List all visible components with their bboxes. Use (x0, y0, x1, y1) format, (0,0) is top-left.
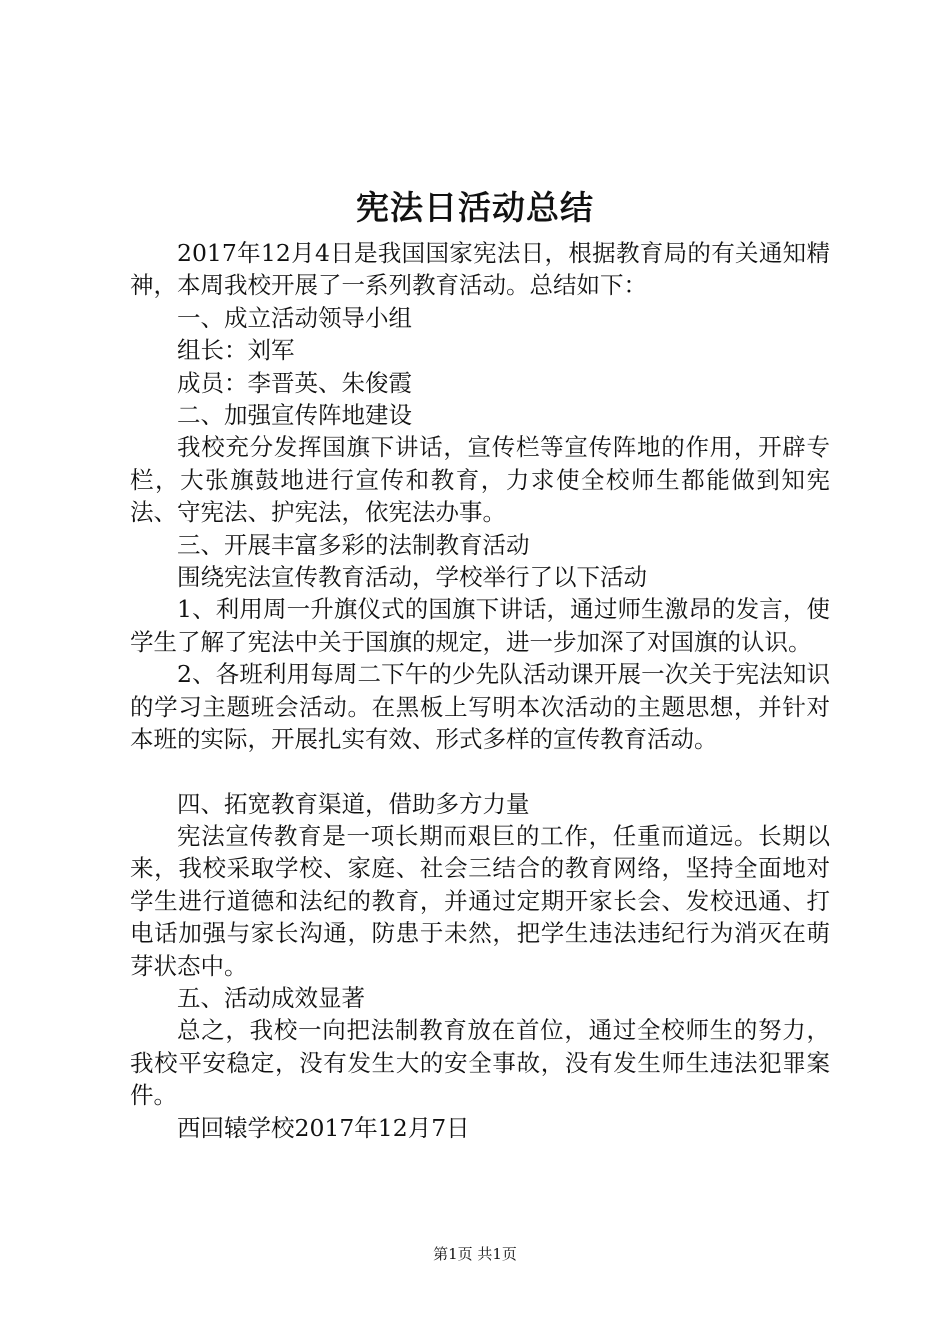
channels-paragraph: 宪法宣传教育是一项长期而艰巨的工作，任重而道远。长期以来，我校采取学校、家庭、社会三结合的教育网络，坚持全面地对学生进行道德和法纪的教育，并通过定期开家长会、发校迅通、打电话加强与家长沟通，防患于未然，把学生违法违纪行为消灭在萌芽状态中。 (130, 821, 830, 980)
signature-date: 西回辕学校2017年12月7日 (177, 1113, 470, 1142)
members-line: 成员：李晋英、朱俊霞 (177, 368, 412, 397)
activity-item-1: 1、利用周一升旗仪式的国旗下讲话，通过师生激昂的发言，使学生了解了宪法中关于国旗的规定，进一步加深了对国旗的认识。 (130, 595, 830, 656)
document-body (130, 237, 830, 1144)
leader-line: 组长：刘军 (177, 336, 295, 365)
activities-intro: 围绕宪法宣传教育活动，学校举行了以下活动 (177, 563, 647, 592)
section-heading-3: 三、开展丰富多彩的法制教育活动 (177, 530, 530, 559)
section-heading-2: 二、加强宣传阵地建设 (177, 401, 412, 430)
activity-item-2: 2、各班利用每周二下午的少先队活动课开展一次关于宪法知识的学习主题班会活动。在黑板上写明本次活动的主题思想，并针对本班的实际，开展扎实有效、形式多样的宣传教育活动。 (130, 660, 830, 754)
section-heading-1: 一、成立活动领导小组 (177, 303, 412, 332)
section-heading-4: 四、拓宽教育渠道，借助多方力量 (177, 789, 530, 818)
publicity-paragraph: 我校充分发挥国旗下讲话，宣传栏等宣传阵地的作用，开辟专栏，大张旗鼓地进行宣传和教育，力求使全校师生都能做到知宪法、守宪法、护宪法，依宪法办事。 (130, 433, 830, 527)
page-number: 第1页 共1页 (433, 1245, 517, 1263)
intro-paragraph: 2017年12月4日是我国国家宪法日，根据教育局的有关通知精神，本周我校开展了一系列教育活动。总结如下： (130, 239, 830, 300)
conclusion-paragraph: 总之，我校一向把法制教育放在首位，通过全校师生的努力，我校平安稳定，没有发生大的安全事故，没有发生师生违法犯罪案件。 (130, 1016, 830, 1110)
document-title: 宪法日活动总结 (356, 188, 594, 227)
section-heading-5: 五、活动成效显著 (177, 983, 365, 1012)
